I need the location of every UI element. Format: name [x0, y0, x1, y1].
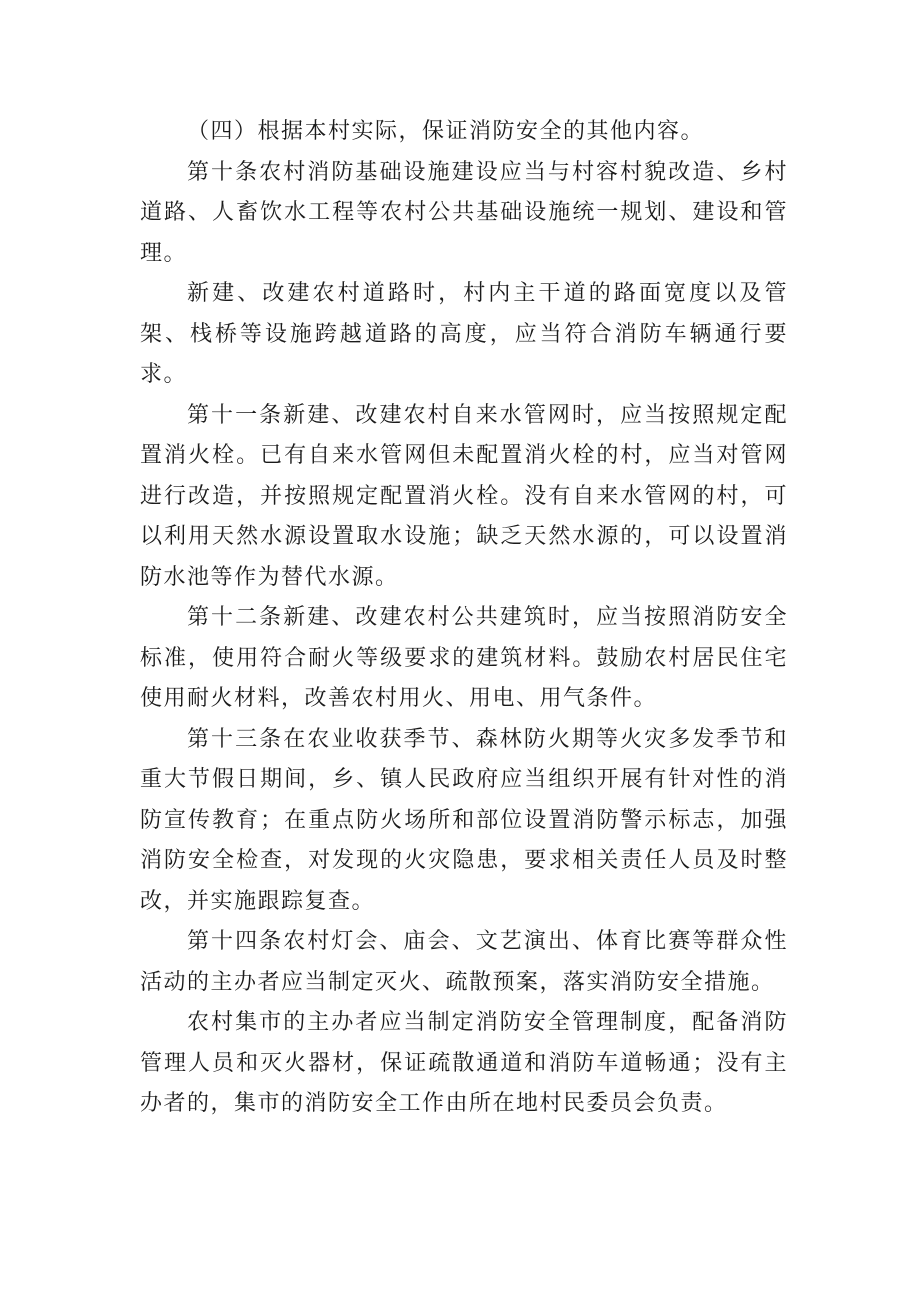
article-13-paragraph: 第十三条在农业收获季节、森林防火期等火灾多发季节和重大节假日期间，乡、镇人民政府应当组织开展有针对性的消防宣传教育；在重点防火场所和部位设置消防警示标志，加强消防安全检查，对发现的火灾隐患，要求相关责任人员及时整改，并实施跟踪复查。	[140, 726, 788, 914]
market-safety-paragraph: 农村集市的主办者应当制定消防安全管理制度，配备消防管理人员和灭火器材，保证疏散通道和消防车道畅通；没有主办者的，集市的消防安全工作由所在地村民委员会负责。	[140, 1010, 788, 1116]
article-14-paragraph: 第十四条农村灯会、庙会、文艺演出、体育比赛等群众性活动的主办者应当制定灭火、疏散预案，落实消防安全措施。	[140, 929, 788, 995]
article-11-paragraph: 第十一条新建、改建农村自来水管网时，应当按照规定配置消火栓。已有自来水管网但未配置消火栓的村，应当对管网进行改造，并按照规定配置消火栓。没有自来水管网的村，可以利用天然水源设置取水设施；缺乏天然水源的，可以设置消防水池等作为替代水源。	[140, 402, 788, 590]
article-12-paragraph: 第十二条新建、改建农村公共建筑时，应当按照消防安全标准，使用符合耐火等级要求的建筑材料。鼓励农村居民住宅使用耐火材料，改善农村用火、用电、用气条件。	[140, 605, 788, 711]
article-10-paragraph: 第十条农村消防基础设施建设应当与村容村貌改造、乡村道路、人畜饮水工程等农村公共基础设施统一规划、建设和管理。	[140, 159, 788, 266]
road-requirement-paragraph: 新建、改建农村道路时，村内主干道的路面宽度以及管架、栈桥等设施跨越道路的高度，应当符合消防车辆通行要求。	[140, 281, 788, 387]
document-body	[140, 112, 788, 1125]
paragraph-item-4: （四）根据本村实际，保证消防安全的其他内容。	[187, 119, 705, 144]
